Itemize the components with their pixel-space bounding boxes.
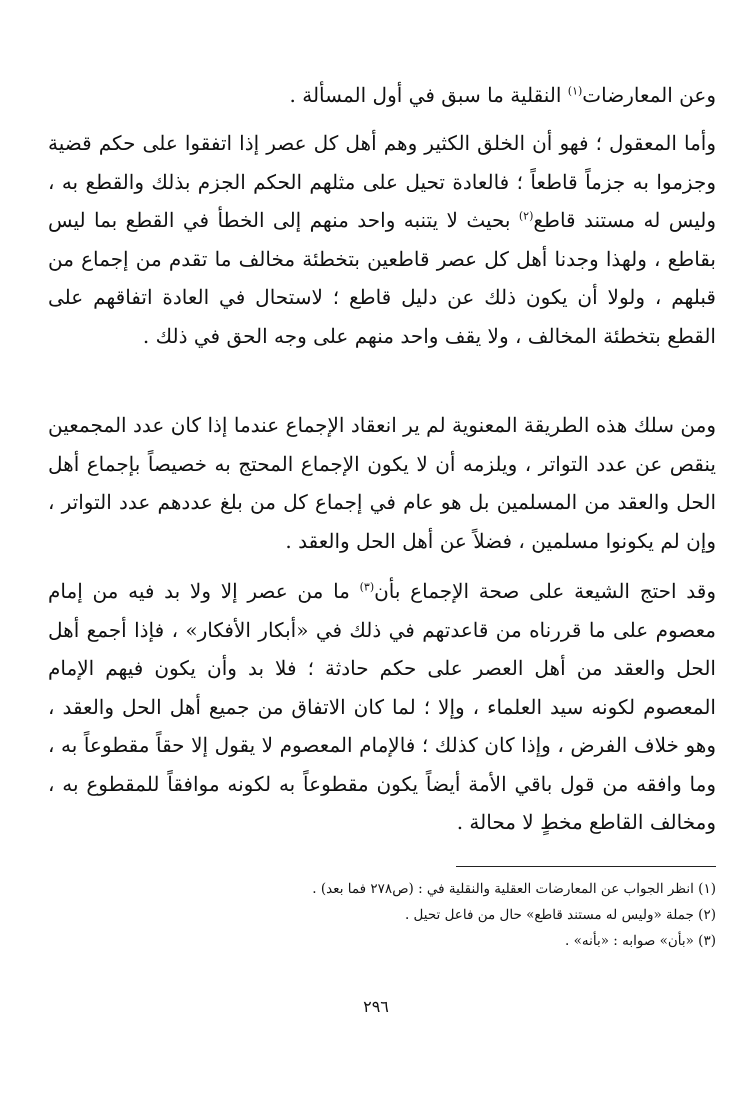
paragraph-4 — [48, 572, 716, 842]
paragraph-3-text: ومن سلك هذه الطريقة المعنوية لم ير انعقاد الإجماع عندما إذا كان عدد المجمعين ينقص عن عدد التواتر ، ويلزمه أن لا يكون الإجماع المحتج به خصيصاً بإجماع أهل الحل والعقد من المسلمين بل هو عام في إجماع كل من بلغ عددهم عدد التواتر ، وإن لم يكونوا مسلمين ، فضلاً عن أهل الحل والعقد . — [48, 413, 716, 553]
paragraph-4-text-start: وقد احتج الشيعة على صحة الإجماع بأن — [374, 579, 716, 603]
footnotes-list — [48, 876, 716, 954]
footnote-marker-3: (٣) — [359, 580, 375, 594]
footnote-2: (٢) جملة «وليس له مستند قاطع» حال من فاعل تحيل . — [404, 907, 716, 923]
paragraph-2-text-start: وأما المعقول ؛ فهو أن الخلق الكثير وهم أهل كل عصر إذا اتفقوا على حكم قضية وجزموا به جزماً قاطعاً ؛ فالعادة تحيل على مثلهم الحكم الجزم بذلك والقطع به ، وليس له مستند قاطع — [48, 131, 717, 232]
footnote-3: (٣) «بأن» صوابه : «بأنه» . — [565, 933, 716, 949]
paragraph-4-text-end: ما من عصر إلا ولا بد فيه من إمام معصوم على ما قررناه من قاعدتهم في ذلك في «أبكار الأفكار» ، فإذا أجمع أهل الحل والعقد من أهل العصر على حكم حادثة ؛ فلا بد وأن يكون فيهم الإمام المعصوم لكونه سيد العلماء ، وإلا ؛ لما كان الاتفاق من جميع أهل الحل والعقد ، وهو خلاف الفرض ، وإذا كان كذلك ؛ فالإمام المعصوم لا يقول إلا حقاً مقطوعاً به ، وما وافقه من قول باقي الأمة أيضاً يكون مقطوعاً به لكونه موافقاً للمقطوع به ، ومخالف القاطع مخطٍ لا محالة . — [48, 579, 716, 834]
paragraph-1-text-end: النقلية ما سبق في أول المسألة . — [289, 83, 568, 107]
footnote-1: (١) انظر الجواب عن المعارضات العقلية والنقلية في : (ص٢٧٨ فما بعد) . — [312, 881, 716, 897]
paragraph-2 — [48, 124, 716, 355]
footnote-marker-1: (١) — [567, 84, 583, 98]
footnote-separator — [456, 866, 716, 867]
paragraph-3 — [48, 406, 716, 560]
paragraph-1 — [48, 76, 716, 115]
paragraph-1-text-start: وعن المعارضات — [582, 83, 716, 107]
page-number: ٢٩٦ — [363, 997, 389, 1016]
paragraph-2-text-end: بحيث لا يتنبه واحد منهم إلى الخطأ في القطع بما ليس بقاطع ، ولهذا وجدنا أهل كل عصر قاطعين بتخطئة مخالف ما تقدم من إجماع من قبلهم ، ولولا أن يكون ذلك عن دليل قاطع ؛ لاستحال في العادة اتفاقهم على القطع بتخطئة المخالف ، ولا يقف واحد منهم على وجه الحق في ذلك . — [48, 208, 716, 348]
footnote-marker-2: (٢) — [518, 209, 534, 223]
